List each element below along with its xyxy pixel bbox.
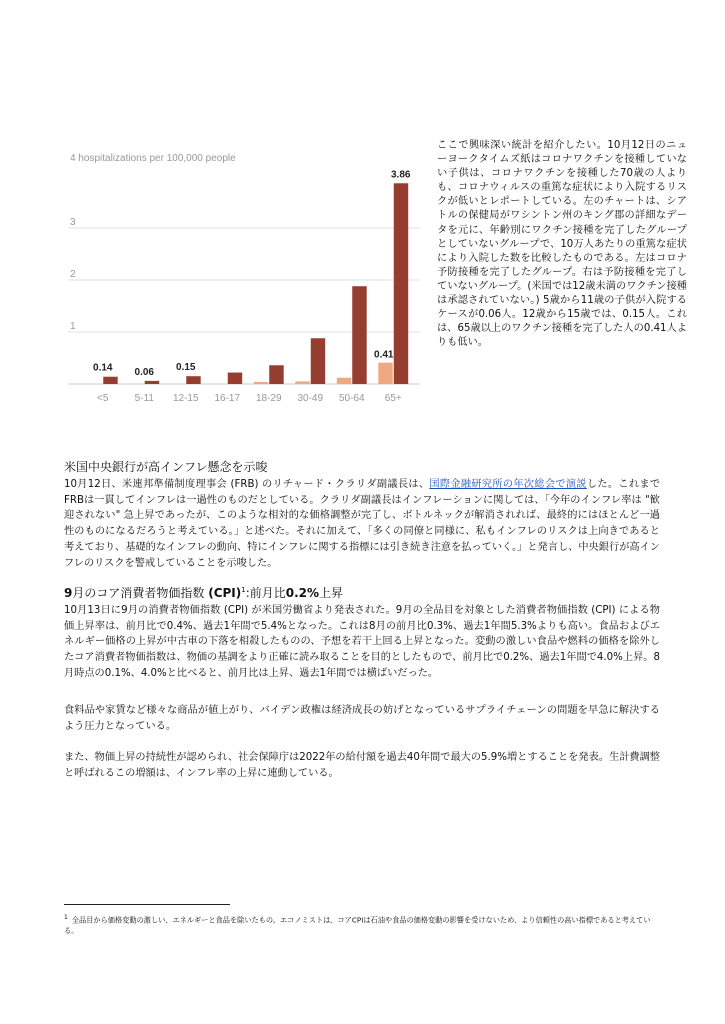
cpi-paragraph: 10月13日に9月の消費者物価指数 (CPI) が米国労働省より発表された。9月の全品目を対象とした消費者物価指数 (CPI) による物価上昇率は、前月比で0.4%、過去1年間で5.4%となった。これは8月の前月比0.3%、過去1年間5.3%よりも高い。食品およびエネルギー価格の上昇が中古車の下落を相殺したものの、予想を若干上回る上昇となった。変動の激しい食品や燃料の価格を除外したコア消費者物価指数は、物価の基調をより正確に読み取ることを目的としたもので、前月比で0.2%、過去1年間で4.0%上昇。8月時点の0.1%、4.0%と比べると、前月比は上昇、過去1年間では横ばいだった。	[64, 605, 660, 679]
frb-text-before-link: 10月12日、米連邦準備制度理事会 (FRB) のリチャード・クラリダ副議長は、	[64, 479, 430, 490]
x-tick-label: 5-11	[134, 393, 154, 404]
bar-unvaccinated	[228, 373, 242, 384]
footnote	[64, 912, 660, 936]
x-tick-label: 18-29	[255, 393, 282, 404]
supply-chain-section	[64, 703, 660, 734]
frb-text-after-link: した。これまでFRBは一貫してインフレは一過性のものだとしている。クラリダ副議長はインフレーションに関しては、「今年のインフレ率は "歓迎されない" 急上昇であったが、このような相対的な価格調整が完了し、ボトルネックが解消されれば、最終的にはほとんど一過性のものになるだろうと考えている。」と述べた。それに加えて、「多くの同僚と同様に、私もインフレのリスクは上向きであると考えており、基礎的なインフレの動向、特にインフレに関する指標には引き続き注意を払っていく。」と発言し、中央銀行が高インフレのリスクを警戒していることを示唆した。	[64, 479, 661, 569]
bar-unvaccinated	[186, 376, 200, 384]
footnote-number: 1	[64, 914, 68, 921]
supply-chain-paragraph: 食料品や家賃など様々な商品が値上がり、バイデン政権は経済成長の妨げとなっているサプライチェーンの問題を早急に解決するよう圧力となっている。	[64, 705, 660, 732]
footnote-divider	[64, 904, 230, 905]
frb-section	[64, 459, 660, 571]
frb-heading: 米国中央銀行が高インフレ懸念を示唆	[64, 460, 268, 474]
side-commentary: ここで興味深い統計を紹介したい。10月12日のニューヨークタイムズ紙はコロナワクチンを接種していない子供は、コロナワクチンを接種した70歳の人よりも、コロナウィルスの重篤な症状により入院するリスクが低いとレポートしている。左のチャートは、シアトルの保健局がワシントン州のキング郡の詳細なデータを元に、年齢別にワクチン接種を完了したグループとしていないグループで、10万人あたりの重篤な症状により入院した数を比較したものである。左はコロナ予防接種を完了したグループ。右は予防接種を完了していないグループ。(米国では12歳未満のワクチン接種は承認されていない。) 5歳から11歳の子供が入院するケースが0.06人。12歳から15歳では、0.15人。これは、65歳以上のワクチン接種を完了した人の0.41人よりも低い。	[437, 140, 687, 349]
cpi-heading-month: 9	[64, 586, 73, 600]
data-label: 0.06	[134, 366, 154, 378]
y-tick-label: 2	[70, 269, 76, 280]
cpi-heading-value: 0.2%	[285, 586, 320, 600]
x-tick-label: 30-49	[297, 393, 324, 404]
hospitalization-bar-chart	[68, 146, 420, 408]
bar-vaccinated	[378, 363, 392, 384]
cpi-heading-rise: 上昇	[319, 586, 344, 600]
x-tick-label: 65+	[384, 393, 402, 404]
cpi-heading-title: 月のコア消費者物価指数	[72, 586, 205, 600]
footnote-text: 全品目から価格変動の激しい、エネルギーと食品を除いたもの。エコノミストは、コアCPIは石油や食品の価格変動の影響を受けないため、より信頼性の高い指標であると考えている。	[64, 915, 651, 936]
y-tick-label: 3	[70, 217, 76, 228]
cpi-heading-mom: :前月比	[245, 586, 286, 600]
x-tick-label: <5	[97, 393, 109, 404]
bar-unvaccinated	[103, 377, 117, 384]
data-label: 0.41	[374, 349, 394, 361]
bar-unvaccinated	[269, 365, 283, 384]
x-tick-label: 16-17	[214, 393, 241, 404]
data-label: 0.15	[176, 362, 196, 374]
bar-vaccinated	[254, 382, 268, 384]
cpi-section	[64, 582, 660, 682]
bar-unvaccinated	[145, 381, 159, 384]
bar-unvaccinated	[352, 286, 366, 384]
footnote-ref[interactable]: 1	[241, 586, 246, 594]
iif-speech-link[interactable]: 国際金融研究所の年次総会で演説	[429, 479, 587, 490]
bar-vaccinated	[295, 381, 309, 384]
frb-paragraph	[64, 477, 660, 571]
social-security-section	[64, 750, 660, 781]
x-tick-label: 12-15	[172, 393, 199, 404]
bar-unvaccinated	[311, 338, 325, 384]
social-security-paragraph: また、物価上昇の持続性が認められ、社会保障庁は2022年の給付額を過去40年間で最大の5.9%増とすることを発表。生計費調整と呼ばれるこの増額は、インフレ率の上昇に連動している。	[64, 752, 660, 779]
cpi-heading	[64, 582, 660, 601]
data-label: 0.14	[93, 362, 113, 374]
x-tick-label: 50-64	[338, 393, 365, 404]
data-label: 3.86	[390, 169, 411, 181]
cpi-heading-abbrev: (CPI)	[208, 586, 242, 600]
bar-vaccinated	[337, 378, 351, 384]
chart-title: 4 hospitalizations per 100,000 people	[70, 153, 236, 164]
bar-unvaccinated	[394, 183, 408, 384]
y-tick-label: 1	[70, 321, 76, 332]
